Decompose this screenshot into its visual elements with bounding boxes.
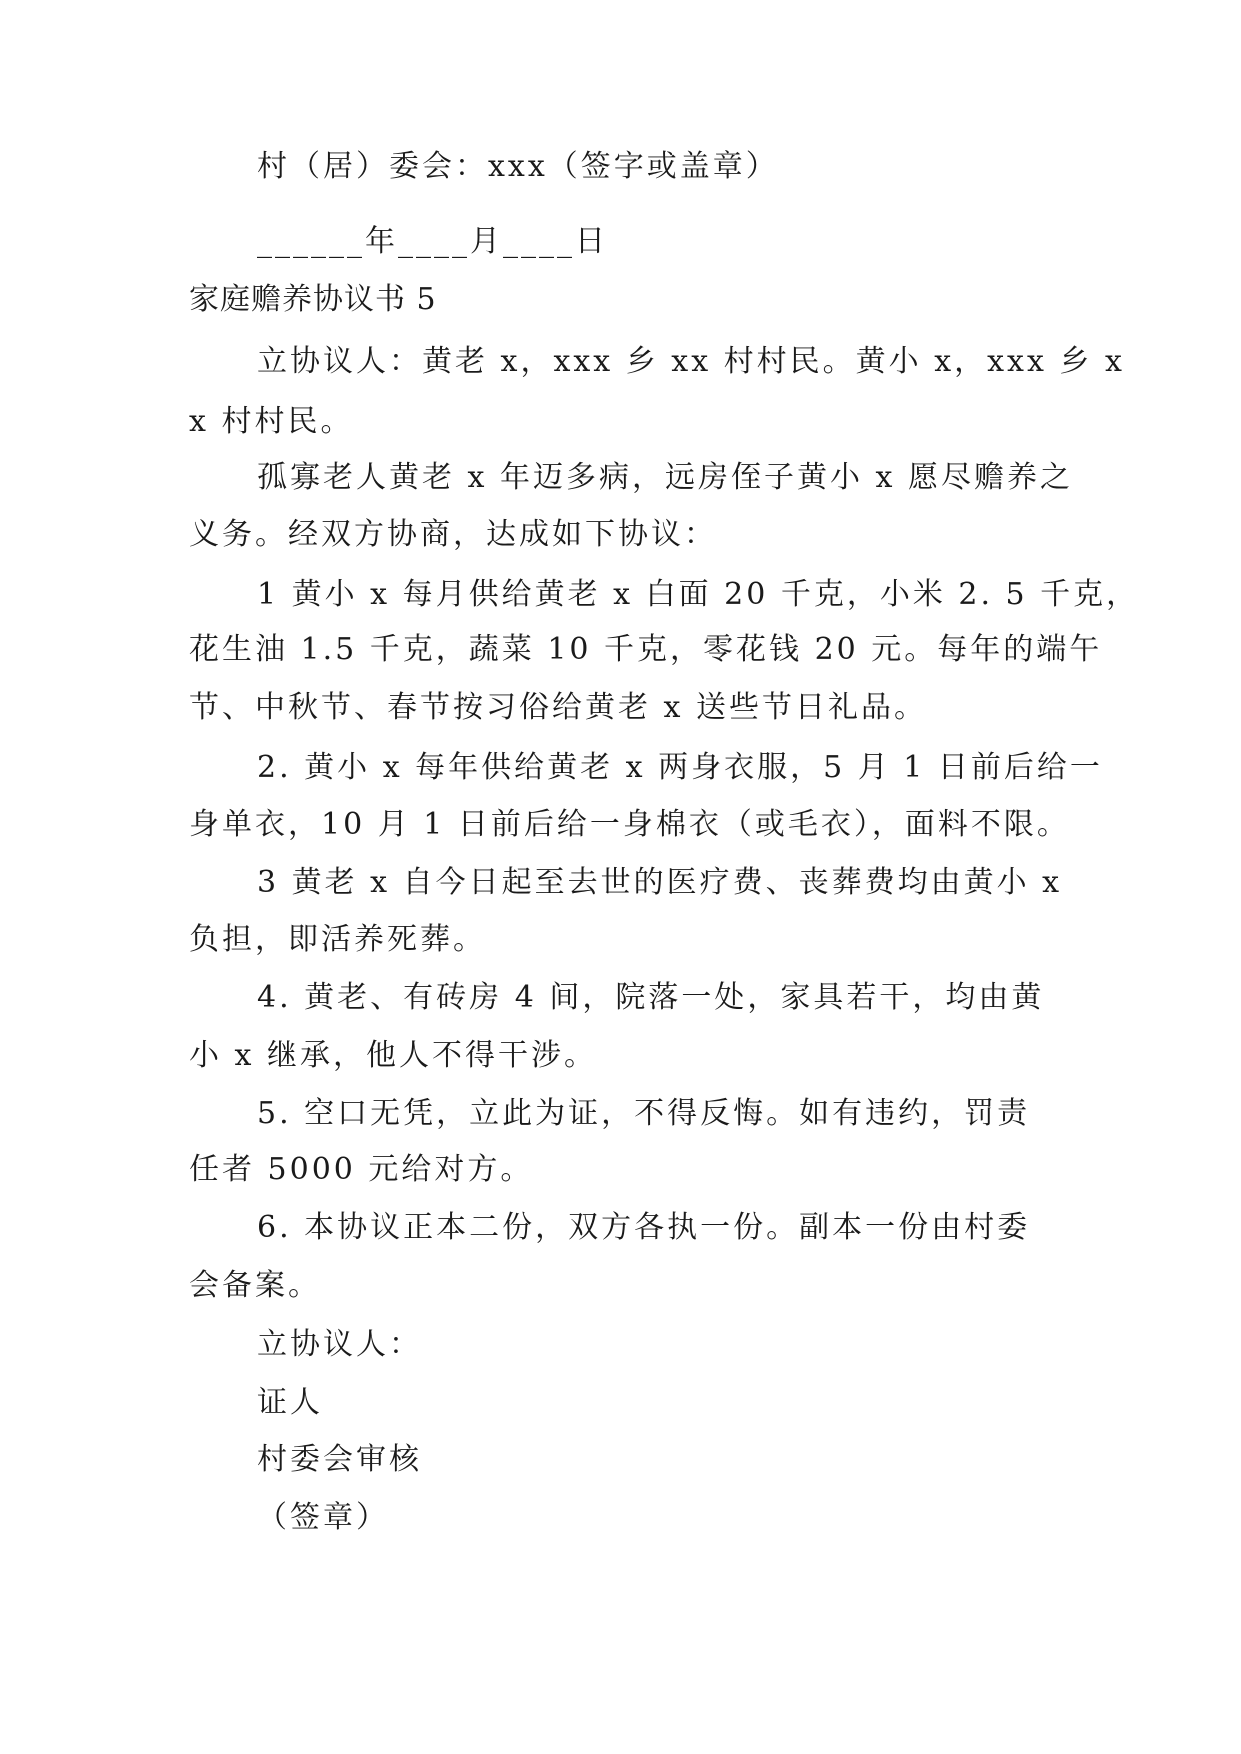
clause-3-line-1: 3 黄老 x 自今日起至去世的医疗费、丧葬费均由黄小 x — [257, 865, 1063, 900]
paragraph-parties-line-1: 立协议人：黄老 x，xxx 乡 xx 村村民。黄小 x，xxx 乡 x — [257, 344, 1125, 379]
signatory-label: 立协议人： — [257, 1327, 422, 1362]
section-title: 家庭赡养协议书 5 — [189, 282, 437, 317]
paragraph-parties-line-2: x 村村民。 — [189, 404, 354, 439]
seal-label: （签章） — [257, 1500, 389, 1535]
clause-2-line-2: 身单衣，10 月 1 日前后给一身棉衣（或毛衣），面料不限。 — [189, 807, 1070, 842]
clause-6-line-1: 6. 本协议正本二份，双方各执一份。副本一份由村委 — [257, 1210, 1031, 1245]
clause-1-line-3: 节、中秋节、春节按习俗给黄老 x 送些节日礼品。 — [189, 690, 927, 725]
clause-6-line-2: 会备案。 — [189, 1268, 321, 1303]
clause-5-line-2: 任者 5000 元给对方。 — [189, 1152, 534, 1187]
clause-2-line-1: 2. 黄小 x 每年供给黄老 x 两身衣服，5 月 1 日前后给一 — [257, 750, 1103, 785]
clause-3-line-2: 负担，即活养死葬。 — [189, 922, 486, 957]
date-line: ______年____月____日 — [257, 224, 608, 259]
committee-review-label: 村委会审核 — [257, 1442, 422, 1477]
clause-1-line-1: 1 黄小 x 每月供给黄老 x 白面 20 千克，小米 2. 5 千克， — [257, 577, 1140, 612]
clause-5-line-1: 5. 空口无凭，立此为证，不得反悔。如有违约，罚责 — [257, 1096, 1031, 1131]
paragraph-intro-line-2: 义务。经双方协商，达成如下协议： — [189, 517, 717, 552]
clause-4-line-1: 4. 黄老、有砖房 4 间，院落一处，家具若干，均由黄 — [257, 980, 1045, 1015]
clause-1-line-2: 花生油 1.5 千克，蔬菜 10 千克，零花钱 20 元。每年的端午 — [189, 632, 1103, 667]
paragraph-intro-line-1: 孤寡老人黄老 x 年迈多病，远房侄子黄小 x 愿尽赡养之 — [257, 460, 1073, 495]
clause-4-line-2: 小 x 继承，他人不得干涉。 — [189, 1038, 597, 1073]
witness-label: 证人 — [257, 1385, 323, 1420]
village-committee-signature-line: 村（居）委会：xxx（签字或盖章） — [257, 149, 779, 184]
